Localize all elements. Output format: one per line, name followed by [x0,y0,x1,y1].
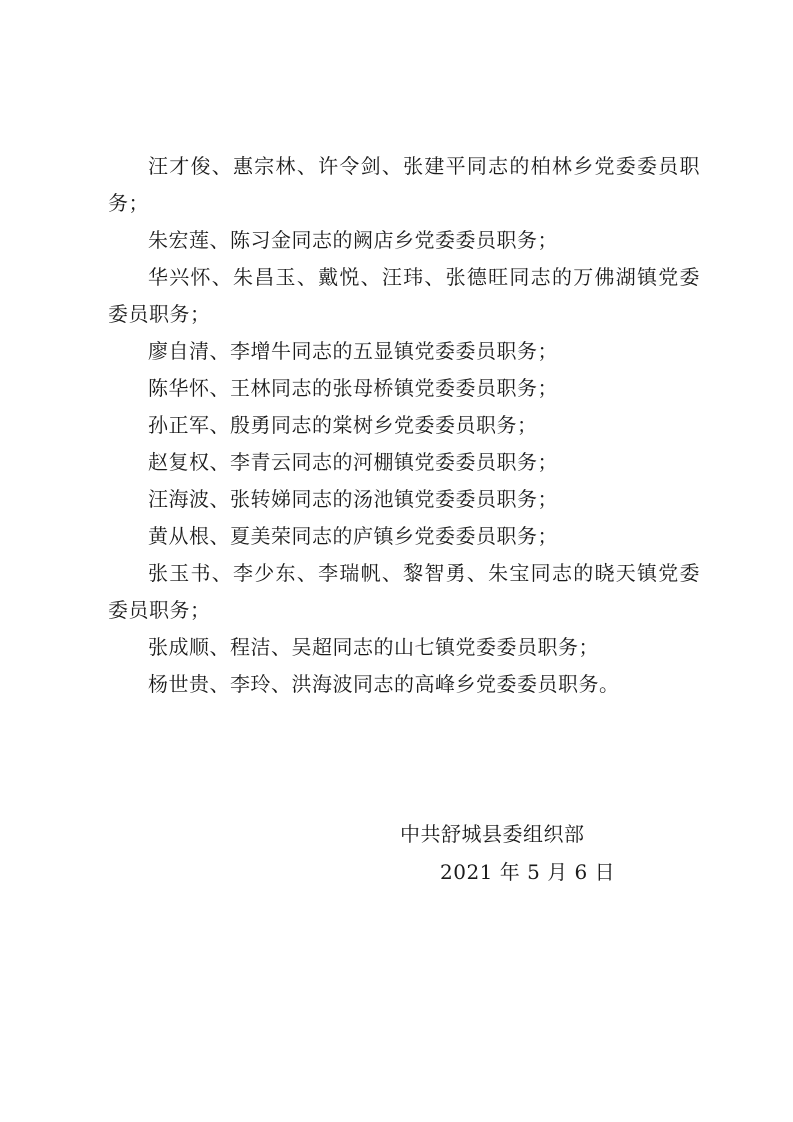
paragraph: 汪海波、张转娣同志的汤池镇党委委员职务； [148,487,558,511]
paragraph: 廖自清、李增牛同志的五显镇党委委员职务； [148,339,558,363]
paragraph: 汪才俊、惠宗林、许令剑、张建平同志的柏林乡党委委员职务； [108,154,700,215]
paragraph: 黄从根、夏美荣同志的庐镇乡党委委员职务； [148,524,558,548]
paragraph: 朱宏莲、陈习金同志的阙店乡党委委员职务； [148,228,558,252]
signature-block [400,815,650,891]
paragraph: 杨世贵、李玲、洪海波同志的高峰乡党委委员职务。 [148,672,620,696]
document-body [108,148,700,703]
paragraph: 华兴怀、朱昌玉、戴悦、汪玮、张德旺同志的万佛湖镇党委委员职务； [108,265,700,326]
paragraph: 赵复权、李青云同志的河棚镇党委委员职务； [148,450,558,474]
paragraph: 张玉书、李少东、李瑞帆、黎智勇、朱宝同志的晓天镇党委委员职务； [108,561,700,622]
paragraph: 陈华怀、王林同志的张母桥镇党委委员职务； [148,376,558,400]
signature-date: 2021 年 5 月 6 日 [440,860,616,884]
paragraph: 张成顺、程洁、吴超同志的山七镇党委委员职务； [148,635,599,659]
paragraph: 孙正军、殷勇同志的棠树乡党委委员职务； [148,413,538,437]
signature-organization: 中共舒城县委组织部 [400,822,585,846]
